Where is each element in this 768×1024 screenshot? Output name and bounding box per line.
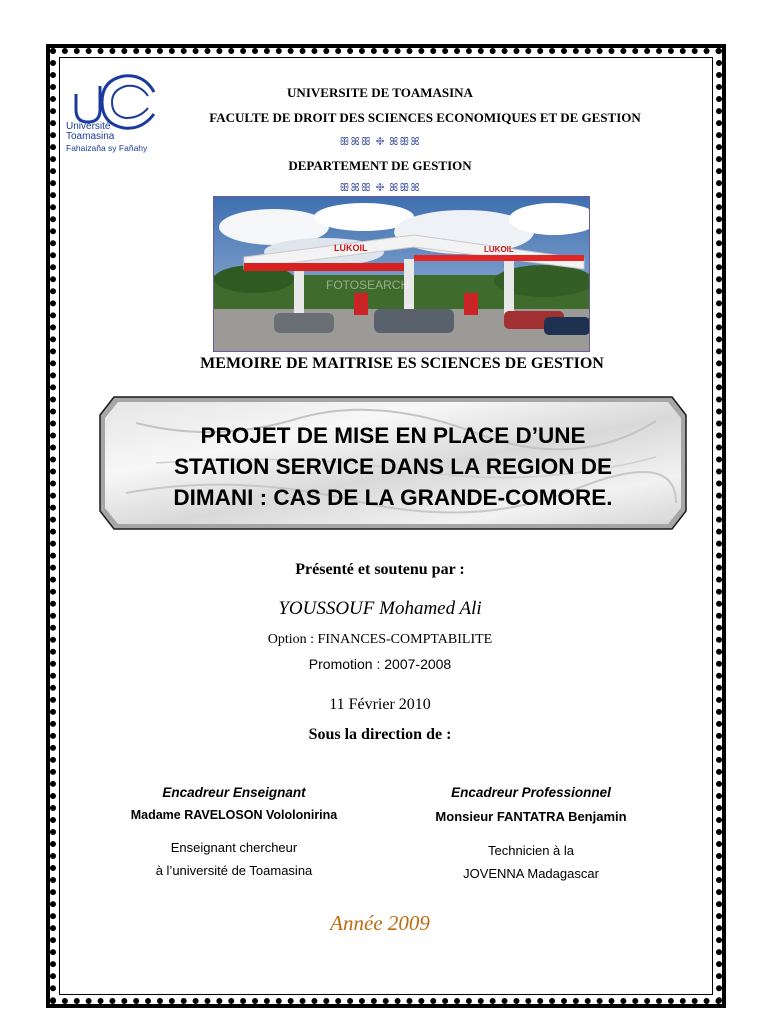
thesis-title-line: STATION SERVICE DANS LA REGION DE [174,454,612,479]
academic-supervisor-desc-line: à l’université de Toamasina [155,863,313,878]
academic-supervisor-desc-line: Enseignant chercheur [170,840,298,855]
professional-supervisor-desc-line: Technicien à la [488,843,574,858]
thesis-title-line: DIMANI : CAS DE LA GRANDE-COMORE. [173,485,613,510]
university-name: UNIVERSITE DE TOAMASINA [287,85,473,100]
academic-supervisor-role: Encadreur Enseignant [162,785,306,800]
lukoil-sign: LUKOIL [484,245,514,254]
author-name: YOUSSOUF Mohamed Ali [278,598,482,619]
promotion-line: Promotion : 2007-2008 [308,656,452,672]
lukoil-sign: LUKOIL [334,243,368,253]
logo-line1: Université [66,121,111,132]
thesis-title-line: PROJET DE MISE EN PLACE D’UNE [200,423,586,448]
logo-tagline: Fahaizaña sy Fañahy [66,143,148,153]
professional-supervisor-name: Monsieur FANTATRA Benjamin [435,809,627,824]
gas-station-photo [213,196,590,352]
professional-supervisor-role: Encadreur Professionnel [451,785,611,800]
faculty-name: FACULTE DE DROIT DES SCIENCES ECONOMIQUES ET DE GESTION [209,110,641,125]
option-line: Option : FINANCES-COMPTABILITE [267,632,493,647]
logo-line2: Toamasina [66,131,115,142]
professional-supervisor-title [392,839,670,885]
presented-by-label: Présenté et soutenu par : [295,561,465,578]
ornament-divider: ꕥꕤꕥ ❈ ꕤꕥꕤ [339,136,421,148]
ornament-divider: ꕥꕤꕥ ❈ ꕤꕥꕤ [339,182,421,194]
academic-supervisor-title [95,836,373,882]
gas-station-illustration [214,197,590,352]
department-name: DEPARTEMENT DE GESTION [288,158,472,173]
professional-supervisor-desc-line: JOVENNA Madagascar [463,866,599,881]
memoire-heading: MEMOIRE DE MAITRISE ES SCIENCES DE GESTION [200,355,604,372]
thesis-title [96,420,690,513]
academic-supervisor-name: Madame RAVELOSON Vololonirina [130,808,338,822]
direction-label: Sous la direction de : [308,726,452,743]
year-label: Année 2009 [330,911,430,935]
defense-date: 11 Février 2010 [329,696,431,713]
photo-watermark: FOTOSEARCH [326,278,410,292]
university-logo [62,66,162,156]
